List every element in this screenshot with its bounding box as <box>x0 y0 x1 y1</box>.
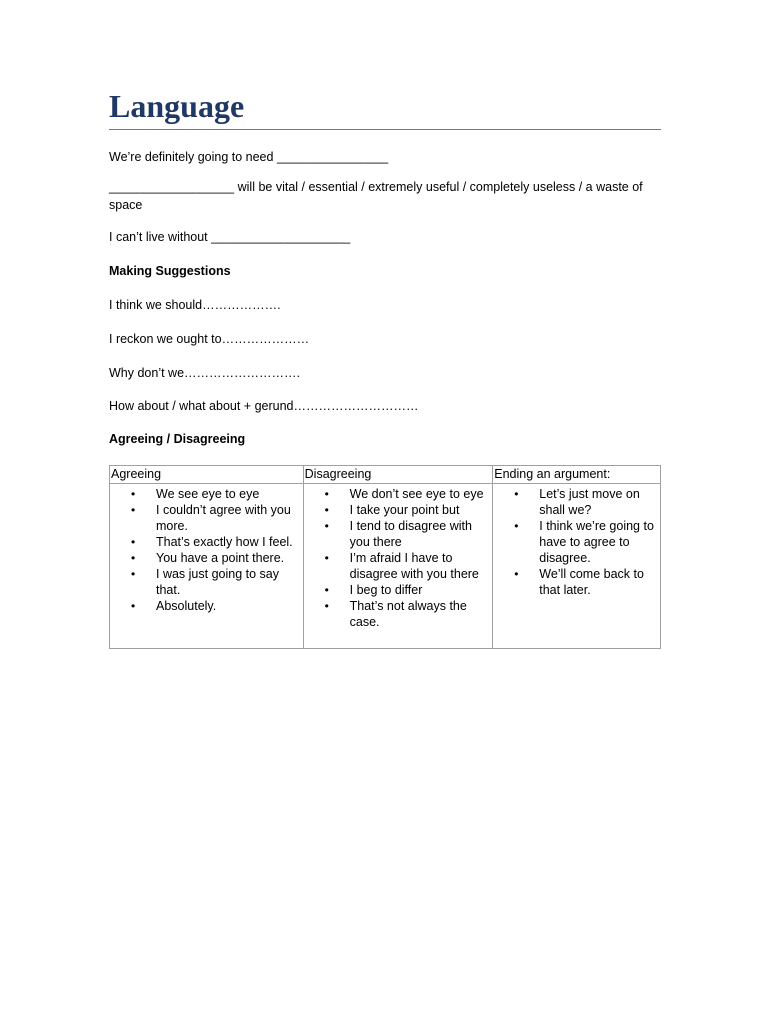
suggestion-line: How about / what about + gerund………………………… <box>109 399 419 413</box>
list-item: • I was just going to say that. <box>156 566 303 598</box>
header-ending: Ending an argument: <box>493 466 661 484</box>
list-item: • I beg to differ <box>350 582 493 598</box>
list-item: • We’ll come back to that later. <box>539 566 660 598</box>
list-item: • I think we’re going to have to agree to disagree. <box>539 518 660 566</box>
list-item: • I’m afraid I have to disagree with you there <box>350 550 493 582</box>
list-item: • You have a point there. <box>156 550 303 566</box>
agree-heading: Agreeing / Disagreeing <box>109 432 246 446</box>
list-item: • That’s exactly how I feel. <box>156 534 303 550</box>
phrases-table <box>109 465 661 649</box>
list-item: • I take your point but <box>350 502 493 518</box>
list-item: • We see eye to eye <box>156 486 303 502</box>
live-without-line: I can’t live without ____________________ <box>109 230 351 244</box>
disagreeing-list <box>304 486 493 630</box>
list-item: • We don’t see eye to eye <box>350 486 493 502</box>
need-line: We’re definitely going to need ________________ <box>109 150 389 164</box>
list-item: • Let’s just move on shall we? <box>539 486 660 518</box>
suggestion-line: Why don’t we………………………. <box>109 366 301 380</box>
document-page <box>109 86 661 629</box>
table-header-row <box>110 466 661 484</box>
list-item: • Absolutely. <box>156 598 303 614</box>
ending-list <box>493 486 660 598</box>
agreeing-cell <box>110 484 304 649</box>
suggestions-heading: Making Suggestions <box>109 264 231 278</box>
ending-cell <box>493 484 661 649</box>
list-item: • That’s not always the case. <box>350 598 493 630</box>
suggestion-line: I think we should………………. <box>109 298 281 312</box>
page-title: Language <box>109 86 661 130</box>
suggestion-line: I reckon we ought to………………… <box>109 332 310 346</box>
disagreeing-cell <box>303 484 493 649</box>
list-item: • I couldn’t agree with you more. <box>156 502 303 534</box>
table-row <box>110 484 661 649</box>
list-item: • I tend to disagree with you there <box>350 518 493 550</box>
header-agreeing: Agreeing <box>110 466 304 484</box>
vital-line: __________________ will be vital / essential / extremely useful / completely useless / a waste of space <box>109 180 643 212</box>
header-disagreeing: Disagreeing <box>303 466 493 484</box>
agreeing-list <box>110 486 303 614</box>
